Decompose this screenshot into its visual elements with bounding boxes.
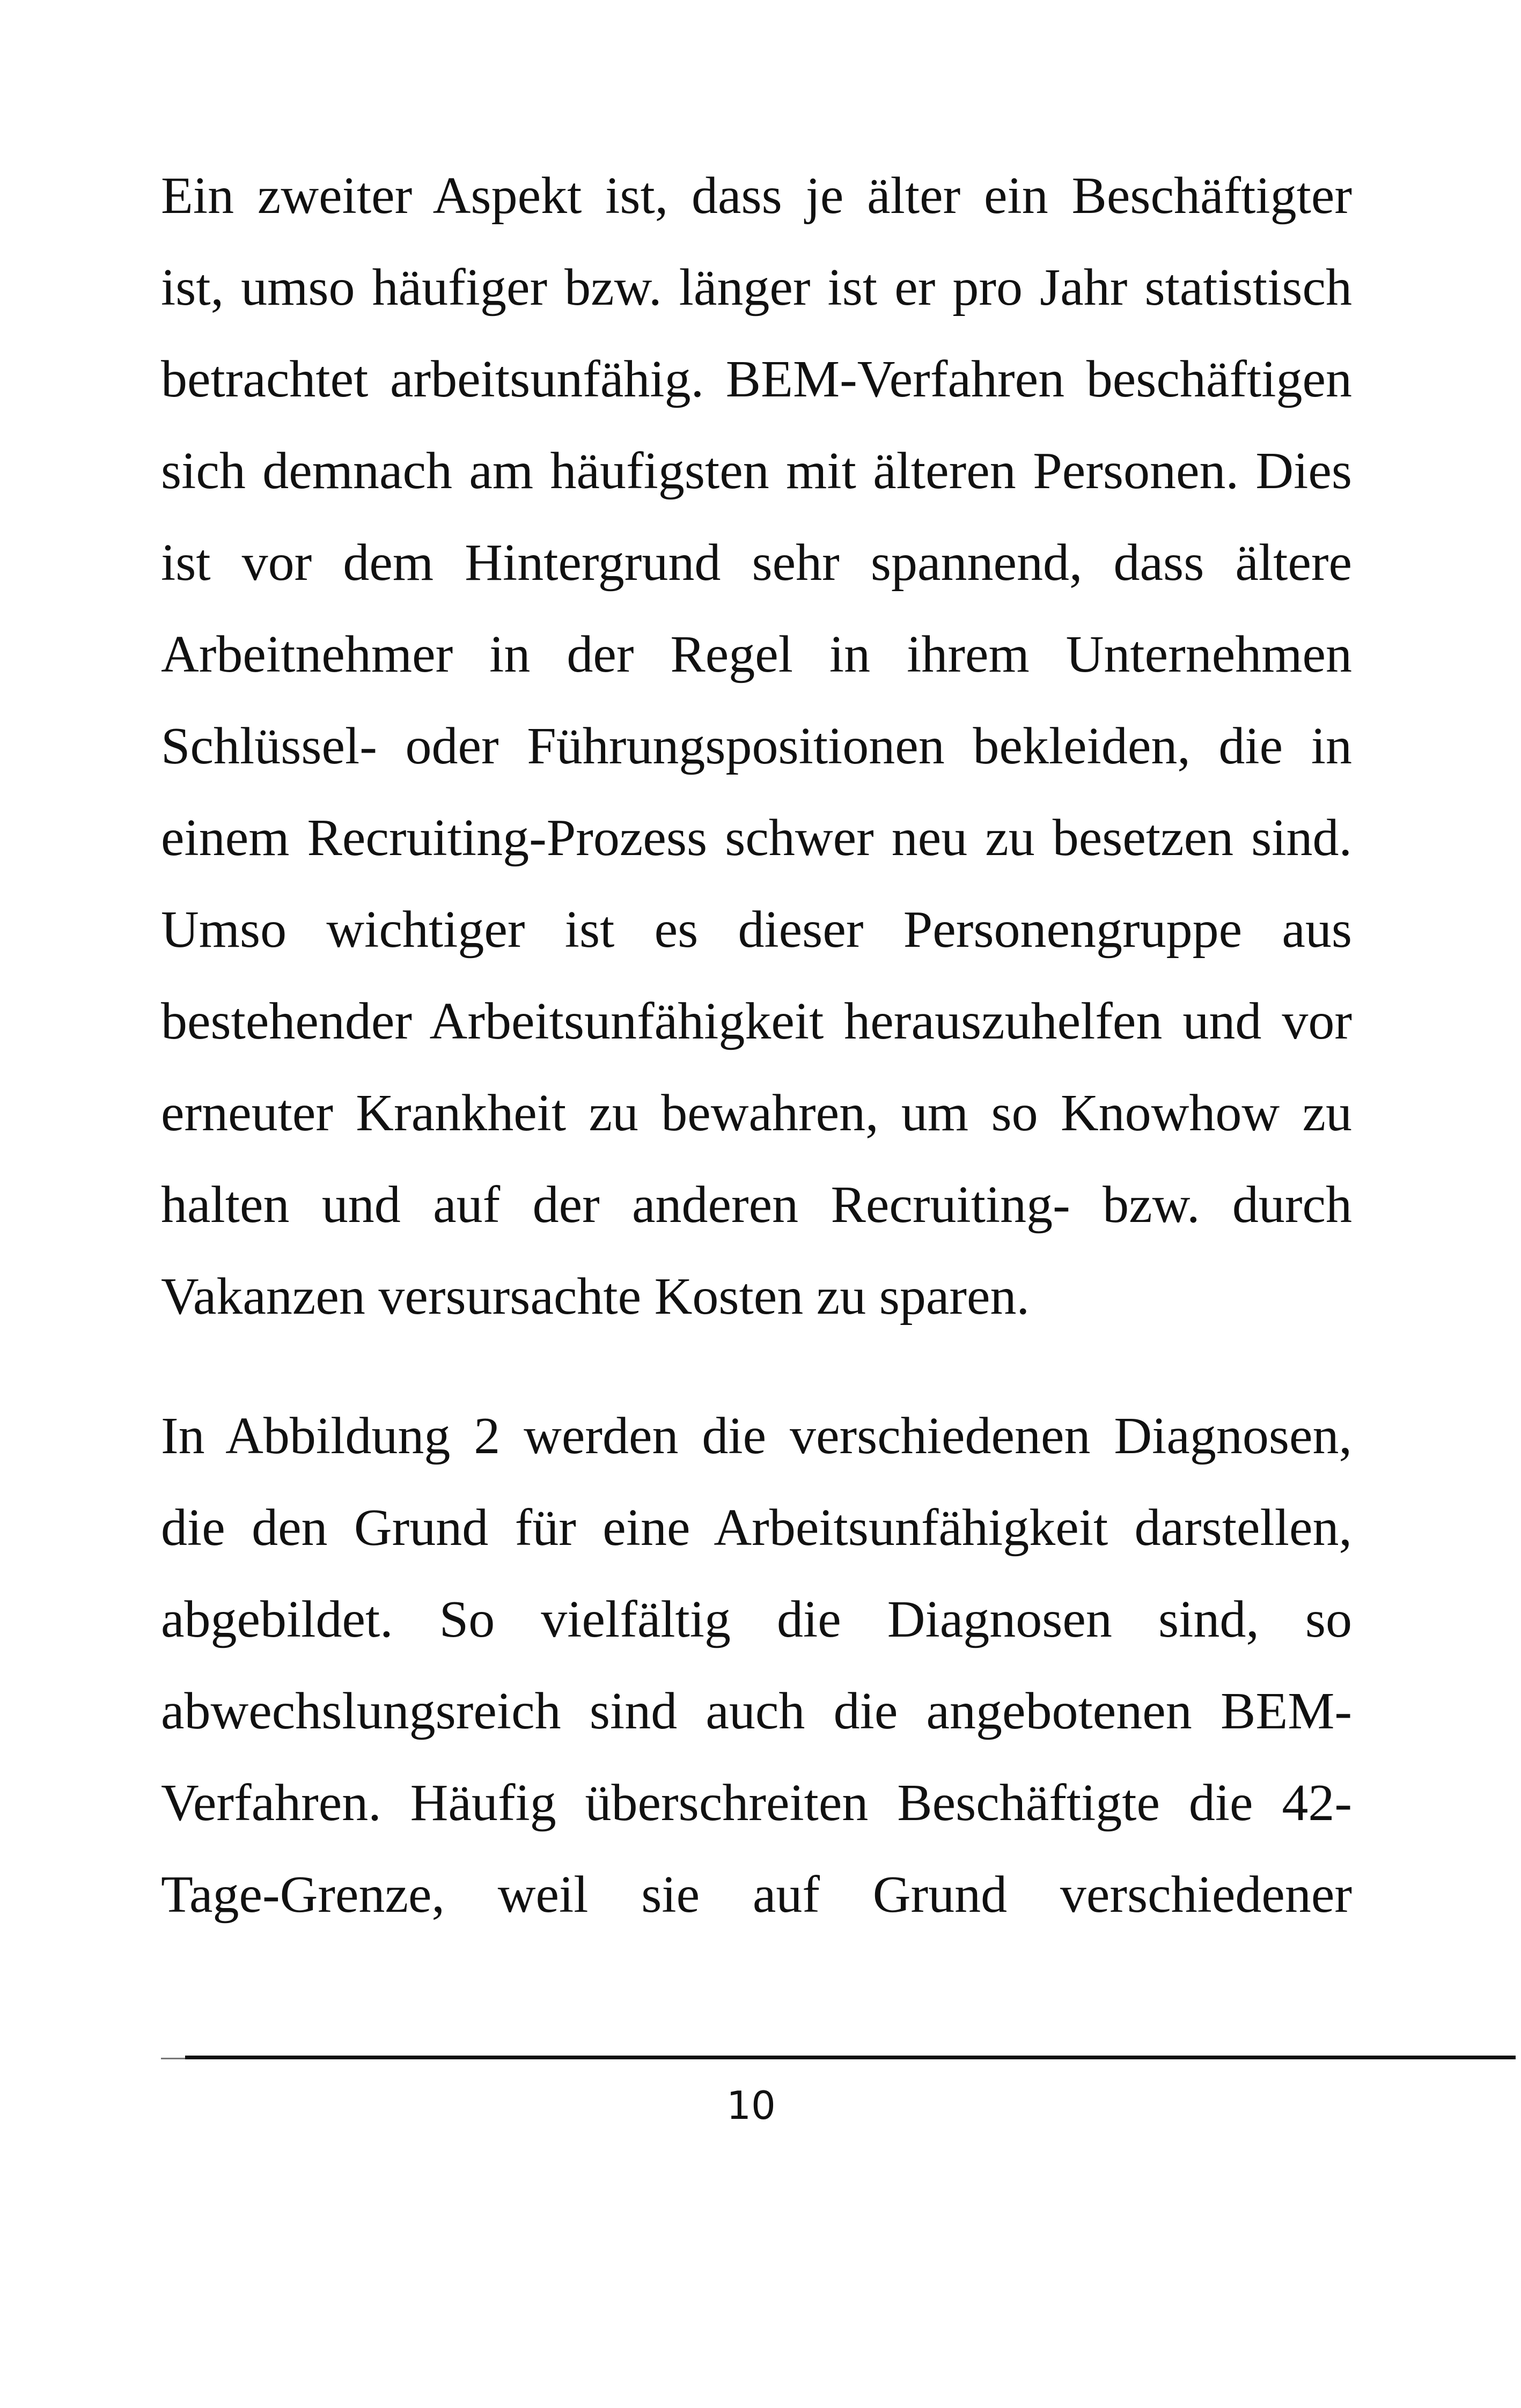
text-line: Umso wichtiger ist es dieser Personengruppe aus: [161, 901, 1352, 959]
footer-rule: [185, 2056, 1516, 2059]
text-line: Arbeitnehmer in der Regel in ihrem Unternehmen: [161, 625, 1352, 683]
text-line: Ein zweiter Aspekt ist, dass je älter ein Beschäftigter: [161, 167, 1352, 225]
text-line: erneuter Krankheit zu bewahren, um so Knowhow zu: [161, 1084, 1352, 1142]
paragraph-2: [161, 1390, 1352, 1941]
text-line: halten und auf der anderen Recruiting- bzw. durch: [161, 1176, 1352, 1234]
text-line: betrachtet arbeitsunfähig. BEM-Verfahren beschäftigen: [161, 350, 1352, 408]
text-line: ist vor dem Hintergrund sehr spannend, dass ältere: [161, 534, 1352, 592]
text-line: Tage-Grenze, weil sie auf Grund verschiedener: [161, 1866, 1352, 1924]
text-line: Verfahren. Häufig überschreiten Beschäftigte die 42-: [161, 1774, 1352, 1832]
text-line: abgebildet. So vielfältig die Diagnosen sind, so: [161, 1590, 1352, 1648]
text-line: die den Grund für eine Arbeitsunfähigkeit darstellen,: [161, 1499, 1352, 1557]
text-line: Vakanzen versursachte Kosten zu sparen.: [161, 1268, 1030, 1325]
paragraph-1: [161, 150, 1352, 1343]
text-line: Schlüssel- oder Führungspositionen bekleiden, die in: [161, 717, 1352, 775]
text-line: bestehender Arbeitsunfähigkeit herauszuhelfen und vor: [161, 992, 1352, 1050]
text-line: sich demnach am häufigsten mit älteren Personen. Dies: [161, 442, 1352, 500]
text-line: In Abbildung 2 werden die verschiedenen Diagnosen,: [161, 1407, 1352, 1465]
text-line: ist, umso häufiger bzw. länger ist er pro Jahr statistisch: [161, 259, 1352, 316]
text-line: abwechslungsreich sind auch die angebotenen BEM-: [161, 1682, 1352, 1740]
page-number: 10: [726, 2083, 776, 2128]
text-line: einem Recruiting-Prozess schwer neu zu besetzen sind.: [161, 809, 1352, 867]
